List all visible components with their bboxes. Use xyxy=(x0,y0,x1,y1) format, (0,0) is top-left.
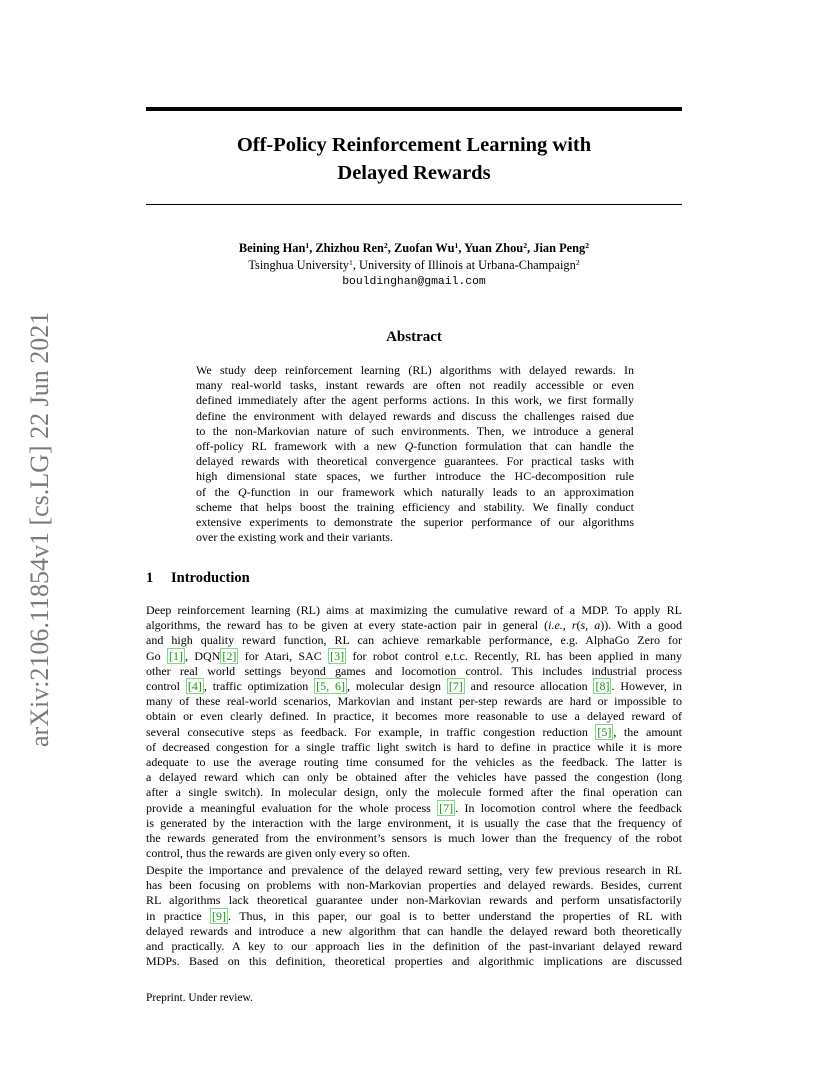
citation-link[interactable]: [5] xyxy=(597,724,612,739)
body-line: obtain or even clearly defined. In practice, it becomes more reasonable to use a delayed reward of xyxy=(146,709,682,724)
body-line xyxy=(146,725,682,740)
text-fragment: , molecular design xyxy=(346,679,447,694)
author-name: Zuofan Wu xyxy=(393,241,455,255)
author-name: Yuan Zhou xyxy=(464,241,524,255)
body-line xyxy=(146,801,682,816)
author-affiliations: Tsinghua University$^1$, University of Illinois at Urbana-Champaign$^2$ xyxy=(248,258,580,272)
body-line: other real world settings beyond games and locomotion control. This includes industrial process xyxy=(146,663,682,678)
abstract-line: over the existing work and their variants. xyxy=(196,530,393,545)
body-line: RL algorithms lack theoretical guarantee under non-Markovian rewards and perform unsatisfactorily xyxy=(146,893,682,908)
body-line: MDPs. Based on this definition, theoretical properties and algorithmic implications are discussed xyxy=(146,954,682,969)
author-affiliation-mark: 1 xyxy=(305,241,310,251)
text-fragment: several consecutive steps as feedback. For example, in traffic congestion reduction xyxy=(146,724,596,739)
author-name: Zhizhou Ren xyxy=(315,241,384,255)
author-block xyxy=(146,240,682,291)
author-affiliation-mark: 1 xyxy=(454,241,459,251)
abstract-line: high dimensional state spaces, we further introduce the HC-decomposition rule xyxy=(196,469,634,484)
author-affiliation-mark: 2 xyxy=(523,241,528,251)
title-top-rule xyxy=(146,107,682,111)
author-email[interactable]: bouldinghan@gmail.com xyxy=(342,276,486,288)
arxiv-identifier-stamp: arXiv:2106.11854v1 [cs.LG] 22 Jun 2021 xyxy=(25,311,54,747)
body-line: Deep reinforcement learning (RL) aims at maximizing the cumulative reward of a MDP. To apply RL xyxy=(146,603,682,617)
body-line: after a single switch). In molecular design, only the molecule formed after the final operation can xyxy=(146,785,682,800)
text-fragment: -function formulation that can handle the xyxy=(413,439,635,454)
body-line: is generated by the interaction with the large environment, it is usually the case that the frequency of xyxy=(146,815,682,830)
citation-link[interactable]: [5, 6] xyxy=(316,679,345,694)
citation-link[interactable]: [7] xyxy=(448,679,463,694)
introduction-paragraph-2 xyxy=(146,863,682,969)
body-line: Despite the importance and prevalence of the delayed reward setting, very few previous research in RL xyxy=(146,863,682,877)
abstract-line: extensive experiments to demonstrate the superior performance of our algorithms xyxy=(196,515,634,530)
citation-link[interactable]: [2] xyxy=(222,648,237,663)
abstract-line: define the environment with delayed rewards and discuss the challenges raised due xyxy=(196,408,634,423)
section-number: 1 xyxy=(146,570,154,586)
abstract-line: defined immediately after the agent performs actions. In this work, we first formally xyxy=(196,393,634,408)
body-line xyxy=(146,909,682,924)
affiliation-name: University of Illinois at Urbana-Champaign xyxy=(359,258,576,272)
text-fragment: provide a meaningful evaluation for the whole process xyxy=(146,800,438,815)
text-fragment: off-policy RL framework with a new xyxy=(196,439,405,454)
body-line xyxy=(146,618,682,633)
section-heading-introduction xyxy=(146,569,250,587)
body-line: control, thus the rewards are given only every so often. xyxy=(146,846,411,861)
abstract-body xyxy=(196,363,634,545)
text-fragment: , DQN xyxy=(185,648,221,663)
abstract-line xyxy=(196,485,634,500)
title-line-1: Off-Policy Reinforcement Learning with xyxy=(236,134,592,156)
author-names: Beining Han$^1$, Zhizhou Ren$^2$, Zuofan Wu$^1$, Yuan Zhou$^2$, Jian Peng$^2$ xyxy=(238,241,590,255)
text-fragment: , xyxy=(562,618,572,633)
text-fragment: . In locomotion control where the feedback xyxy=(455,800,682,815)
body-line: the rewards generated from the environment’s sensors is much lower than the frequency of the robot xyxy=(146,831,682,846)
citation-link[interactable]: [3] xyxy=(330,648,345,663)
text-fragment: and resource allocation xyxy=(464,679,594,694)
body-line: a delayed reward which can only be obtained after the vehicles have passed the congestion (long xyxy=(146,770,682,785)
math-symbol: s, a xyxy=(580,618,601,633)
citation-link[interactable]: [7] xyxy=(439,800,454,815)
title-bottom-rule xyxy=(146,204,682,205)
body-line: of decreased congestion for a single traffic light switch is hard to define in practice while it is more xyxy=(146,739,682,754)
preprint-footer: Preprint. Under review. xyxy=(146,992,253,1004)
body-line: and high quality reward function, RL can achieve remarkable performance, e.g. AlphaGo Zero for xyxy=(146,633,682,648)
abstract-line: delayed rewards with theoretical convergence guarantees. For practical tasks with xyxy=(196,454,634,469)
title-line-2: Delayed Rewards xyxy=(337,162,491,184)
section-title: Introduction xyxy=(171,570,250,586)
citation-link[interactable]: [8] xyxy=(595,679,610,694)
citation-link[interactable]: [9] xyxy=(212,908,227,923)
body-line xyxy=(146,649,682,664)
abstract-line: scheme that helps boost the training efficiency and stability. We finally conduct xyxy=(196,499,634,514)
abstract-line xyxy=(196,439,634,454)
body-line: many of these real-world scenarios, Markovian and instant per-step rewards are hard or impossible to xyxy=(146,694,682,709)
math-symbol: Q xyxy=(404,439,414,454)
text-fragment: control xyxy=(146,679,186,694)
text-fragment: for robot control e.t.c. Recently, RL has been applied in many xyxy=(346,648,682,663)
author-name: Beining Han xyxy=(238,241,306,255)
abstract-heading: Abstract xyxy=(386,329,442,345)
abbreviation: i.e. xyxy=(548,618,563,633)
text-fragment: in practice xyxy=(146,908,211,923)
text-fragment: -function in our framework which naturally leads to an approximation xyxy=(246,484,635,499)
text-fragment: , traffic optimization xyxy=(203,679,315,694)
citation-link[interactable]: [1] xyxy=(169,648,184,663)
author-name: Jian Peng xyxy=(533,241,586,255)
text-fragment: , the amount xyxy=(613,724,683,739)
text-fragment: . However, in xyxy=(611,679,682,694)
author-affiliation-mark: 2 xyxy=(383,241,388,251)
text-fragment: for Atari, SAC xyxy=(238,648,329,663)
text-fragment: )). With a good xyxy=(600,618,682,633)
body-line: and practically. A key to our approach lies in the definition of the past-invariant delayed reward xyxy=(146,939,682,954)
abstract-line: We study deep reinforcement learning (RL) algorithms with delayed rewards. In xyxy=(196,363,634,377)
abstract-line: to the non-Markovian nature of such environments. Then, we introduce a general xyxy=(196,423,634,438)
text-fragment: ( xyxy=(576,618,581,633)
text-fragment: Go xyxy=(146,648,168,663)
text-fragment: of the xyxy=(196,484,239,499)
introduction-paragraph-1 xyxy=(146,603,682,861)
affiliation-name: Tsinghua University xyxy=(248,258,349,272)
affiliation-mark: 1 xyxy=(348,258,353,268)
body-line: delayed rewards and introduce a new algorithm that can handle the delayed reward both theoretically xyxy=(146,923,682,938)
body-line: adequate to use the average routing time consumed for the vehicles as the feedback. The latter is xyxy=(146,755,682,770)
abstract-line: many real-world tasks, instant rewards are often not readily accessible or even xyxy=(196,378,634,393)
body-line xyxy=(146,679,682,694)
text-fragment: . Thus, in this paper, our goal is to better understand the properties of RL with xyxy=(228,908,682,923)
math-symbol: Q xyxy=(238,484,247,499)
author-affiliation-mark: 2 xyxy=(585,241,590,251)
body-line: has been focusing on problems with non-Markovian properties and delayed rewards. Besides, current xyxy=(146,878,682,893)
paper-title xyxy=(146,131,682,187)
math-symbol: r xyxy=(571,618,577,633)
affiliation-mark: 2 xyxy=(575,258,580,268)
citation-link[interactable]: [4] xyxy=(187,679,202,694)
text-fragment: algorithms, the reward has to be given at every state-action pair in general ( xyxy=(146,618,549,633)
